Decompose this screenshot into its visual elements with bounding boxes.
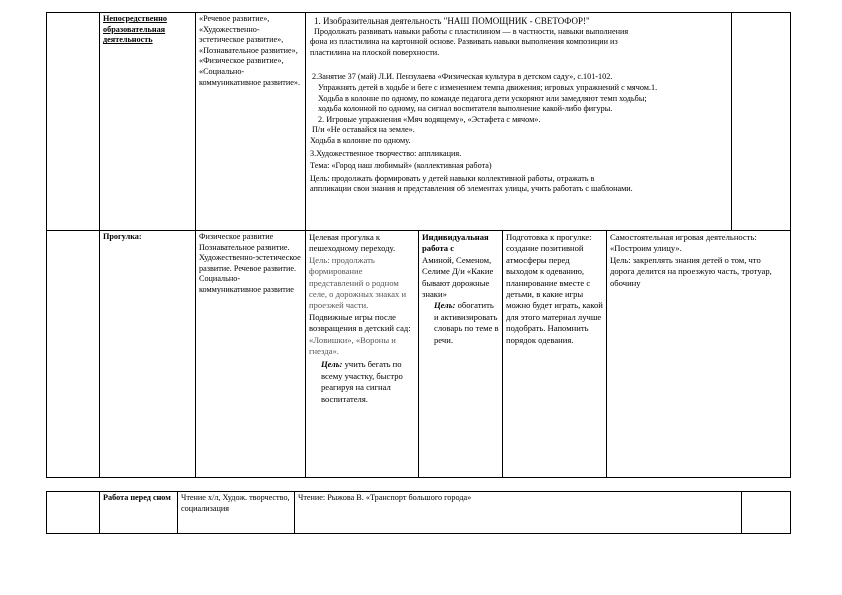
- games-goal-text: учить бегать по всему участку, быстро реагируя на сигнал воспитателя.: [321, 359, 403, 404]
- free-play-title: «Построим улицу».: [610, 243, 682, 254]
- activity-2-line: Ходьба в колонне по одному.: [310, 135, 411, 145]
- individual-goal-text: обогатить и активизировать словарь по теме в речи.: [434, 300, 499, 345]
- individual-goal-label: Цель:: [434, 300, 456, 311]
- bedtime-reading: Чтение: Рыжова В. «Транспорт большого города»: [295, 492, 742, 534]
- individual-work-text: Аминой, Семеном, Селиме Д/и «Какие бывают дорожные знаки»: [422, 254, 494, 300]
- daily-plan-table: [46, 12, 791, 478]
- activity-1-text-line: пластилина на плоской поверхности.: [310, 47, 440, 57]
- activity-1-text-line: Продолжать развивать навыки работы с пластилином — в частности, навыки выполнения: [314, 26, 629, 36]
- empty-cell: [47, 231, 100, 478]
- activity-2-line: 2.Занятие 37 (май) Л.И. Пензулаева «Физическая культура в детском саду», с.101-102.: [312, 72, 613, 82]
- walk-plan: [306, 231, 419, 478]
- row-nod: [47, 13, 791, 231]
- activity-2-line: П/и «Не оставайся на земле».: [312, 125, 415, 135]
- activity-1-text-line: фона из пластилина на картонной основе. Развивать навыки выполнения композиции из: [310, 37, 618, 47]
- empty-cell: [47, 492, 100, 534]
- activity-3-line: аппликации свои знания и представления об элементах улицы, учить работать с шаблонами.: [310, 184, 633, 194]
- row-label-bedtime: Работа перед сном: [100, 492, 178, 534]
- empty-cell: [732, 13, 791, 231]
- activity-1-title: 1. Изобразительная деятельность "НАШ ПОМОЩНИК - СВЕТОФОР!": [314, 16, 590, 26]
- edu-areas-nod: «Речевое развитие», «Художественно-эстетическое развитие», «Познавательное развитие», «Физическое развитие», «Социально-коммуникативное развитие».: [196, 13, 306, 231]
- row-walk: [47, 231, 791, 478]
- free-play-label: Самостоятельная игровая деятельность:: [610, 232, 757, 242]
- edu-areas-walk: Физическое развитие Познавательное развитие. Художественно-эстетическое развитие. Речевое развитие. Социально-коммуникативное развитие: [196, 231, 306, 478]
- activity-2-line: Ходьба в колонне по одному, по команде педагога дети ускоряют или замедляют темп ходьбы;: [318, 93, 647, 103]
- free-play: [607, 231, 791, 478]
- games-goal-label: Цель:: [321, 359, 343, 370]
- row-label-nod: Непосредственно образовательная деятельность: [100, 13, 196, 231]
- outdoor-games-list: «Ловишки», «Вороны и гнезда».: [309, 334, 396, 357]
- activity-3-line: Цель: продолжать формировать у детей навыки коллективной работы, отражать в: [310, 173, 595, 183]
- activity-2-line: ходьба колонной по одному, на сигнал воспитателя выполнение какой-либо фигуры.: [318, 104, 613, 114]
- walk-goal: Цель: продолжать формирование представлений о родном селе, о дорожных знаках и проезжей части.: [309, 254, 407, 311]
- walk-title: Целевая прогулка к пешеходному переходу.: [309, 232, 396, 254]
- bedtime-table: [46, 491, 791, 534]
- empty-cell: [742, 492, 791, 534]
- individual-work-title: Индивидуальная работа с: [422, 232, 489, 254]
- walk-preparation: Подготовка к прогулке: создание позитивной атмосферы перед выходом к одеванию, планирование вместе с детьми, в какие игры можно будет играть, какой для этого материал лучше подобрать. Напомнить порядок одевания.: [503, 231, 607, 478]
- edu-areas-bedtime: Чтение х/л, Худож. творчество, социализация: [178, 492, 295, 534]
- individual-work: [419, 231, 503, 478]
- free-play-goal: Цель: закреплять знания детей о том, что дорога делится на проезжую часть, тротуар, обочину: [610, 254, 772, 288]
- row-bedtime: [47, 492, 791, 534]
- activity-3-line: 3.Художественное творчество: аппликация.: [310, 148, 462, 158]
- row-label-walk: Прогулка:: [100, 231, 196, 478]
- nod-content: [306, 13, 732, 231]
- outdoor-games-title: Подвижные игры после возвращения в детский сад:: [309, 311, 411, 334]
- activity-3-line: Тема: «Город наш любимый» (коллективная работа): [310, 161, 492, 171]
- activity-2-line: 2. Игровые упражнения «Мяч водящему», «Эстафета с мячом».: [318, 114, 541, 124]
- empty-cell: [47, 13, 100, 231]
- activity-2-line: Упражнять детей в ходьбе и беге с изменением темпа движения; игровых упражнений с мячом.1.: [318, 82, 658, 92]
